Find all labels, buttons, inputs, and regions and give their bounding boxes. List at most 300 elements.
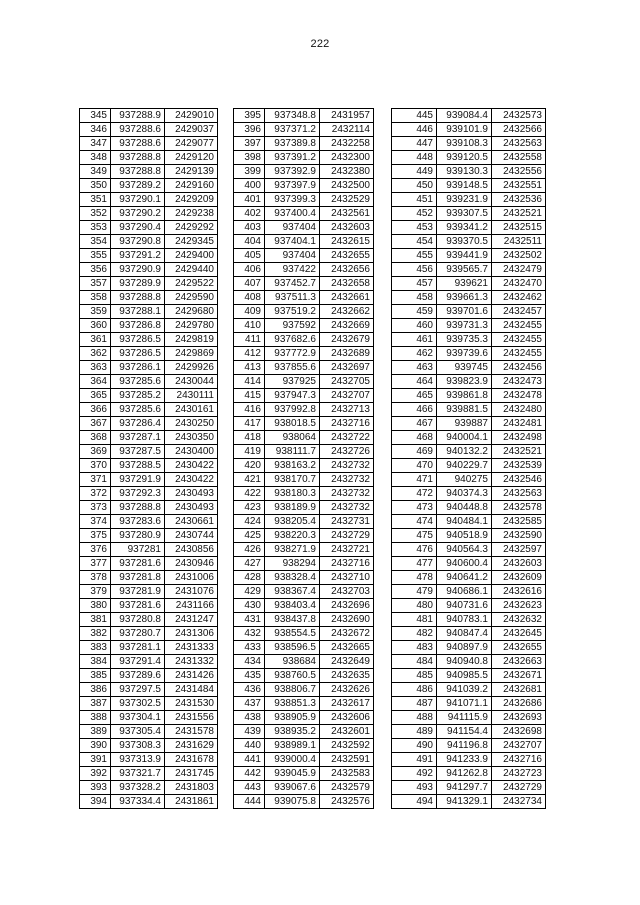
- x-coordinate-cell: 939739.6: [437, 347, 492, 361]
- x-coordinate-cell: 938018.5: [265, 417, 320, 431]
- table-row: [392, 151, 546, 165]
- y-coordinate-cell: 2432579: [320, 781, 374, 795]
- table-row: [392, 263, 546, 277]
- table-row: [80, 263, 218, 277]
- point-number-cell: 479: [392, 585, 437, 599]
- table-row: [392, 739, 546, 753]
- x-coordinate-cell: 937291.9: [111, 473, 165, 487]
- y-coordinate-cell: 2432457: [492, 305, 546, 319]
- point-number-cell: 434: [234, 655, 265, 669]
- table-row: [234, 473, 374, 487]
- x-coordinate-cell: 939075.8: [265, 795, 320, 809]
- table-row: [392, 515, 546, 529]
- x-coordinate-cell: 940448.8: [437, 501, 492, 515]
- table-row: [392, 543, 546, 557]
- point-number-cell: 482: [392, 627, 437, 641]
- x-coordinate-cell: 937392.9: [265, 165, 320, 179]
- x-coordinate-cell: 938437.8: [265, 613, 320, 627]
- table-row: [234, 417, 374, 431]
- table-row: [392, 585, 546, 599]
- y-coordinate-cell: 2429209: [165, 193, 218, 207]
- point-number-cell: 454: [392, 235, 437, 249]
- x-coordinate-cell: 940897.9: [437, 641, 492, 655]
- x-coordinate-cell: 941262.8: [437, 767, 492, 781]
- table-row: [80, 487, 218, 501]
- point-number-cell: 453: [392, 221, 437, 235]
- point-number-cell: 378: [80, 571, 111, 585]
- y-coordinate-cell: 2432703: [320, 585, 374, 599]
- x-coordinate-cell: 937285.6: [111, 403, 165, 417]
- point-number-cell: 484: [392, 655, 437, 669]
- y-coordinate-cell: 2429037: [165, 123, 218, 137]
- point-number-cell: 427: [234, 557, 265, 571]
- point-number-cell: 351: [80, 193, 111, 207]
- y-coordinate-cell: 2430161: [165, 403, 218, 417]
- x-coordinate-cell: 938851.3: [265, 697, 320, 711]
- y-coordinate-cell: 2432563: [492, 487, 546, 501]
- y-coordinate-cell: 2432729: [320, 529, 374, 543]
- table-row: [80, 151, 218, 165]
- table-row: [392, 445, 546, 459]
- x-coordinate-cell: 939370.5: [437, 235, 492, 249]
- y-coordinate-cell: 2432603: [492, 557, 546, 571]
- y-coordinate-cell: 2432583: [320, 767, 374, 781]
- y-coordinate-cell: 2432556: [492, 165, 546, 179]
- point-number-cell: 371: [80, 473, 111, 487]
- y-coordinate-cell: 2432462: [492, 291, 546, 305]
- point-number-cell: 492: [392, 767, 437, 781]
- x-coordinate-cell: 937519.2: [265, 305, 320, 319]
- y-coordinate-cell: 2432592: [320, 739, 374, 753]
- x-coordinate-cell: 940985.5: [437, 669, 492, 683]
- table-row: [80, 347, 218, 361]
- y-coordinate-cell: 2432686: [492, 697, 546, 711]
- point-number-cell: 400: [234, 179, 265, 193]
- y-coordinate-cell: 2429077: [165, 137, 218, 151]
- point-number-cell: 380: [80, 599, 111, 613]
- y-coordinate-cell: 2432470: [492, 277, 546, 291]
- table-row: [392, 711, 546, 725]
- table-row: [80, 725, 218, 739]
- y-coordinate-cell: 2432300: [320, 151, 374, 165]
- y-coordinate-cell: 2432590: [492, 529, 546, 543]
- y-coordinate-cell: 2432697: [320, 361, 374, 375]
- point-number-cell: 428: [234, 571, 265, 585]
- point-number-cell: 430: [234, 599, 265, 613]
- y-coordinate-cell: 2430493: [165, 487, 218, 501]
- table-row: [80, 599, 218, 613]
- table-row: [80, 291, 218, 305]
- y-coordinate-cell: 2432616: [492, 585, 546, 599]
- y-coordinate-cell: 2432716: [320, 417, 374, 431]
- table-row: [392, 375, 546, 389]
- point-number-cell: 353: [80, 221, 111, 235]
- x-coordinate-cell: 939441.9: [437, 249, 492, 263]
- x-coordinate-cell: 937281: [111, 543, 165, 557]
- point-number-cell: 481: [392, 613, 437, 627]
- table-row: [234, 599, 374, 613]
- table-row: [80, 613, 218, 627]
- table-row: [80, 571, 218, 585]
- point-number-cell: 444: [234, 795, 265, 809]
- table-row: [234, 151, 374, 165]
- y-coordinate-cell: 2432731: [320, 515, 374, 529]
- table-row: [234, 753, 374, 767]
- point-number-cell: 414: [234, 375, 265, 389]
- x-coordinate-cell: 937281.1: [111, 641, 165, 655]
- table-row: [234, 767, 374, 781]
- point-number-cell: 436: [234, 683, 265, 697]
- point-number-cell: 420: [234, 459, 265, 473]
- x-coordinate-cell: 937334.4: [111, 795, 165, 809]
- x-coordinate-cell: 937682.6: [265, 333, 320, 347]
- y-coordinate-cell: 2432563: [492, 137, 546, 151]
- y-coordinate-cell: 2432578: [492, 501, 546, 515]
- table-row: [234, 263, 374, 277]
- point-number-cell: 347: [80, 137, 111, 151]
- table-row: [234, 291, 374, 305]
- y-coordinate-cell: 2432693: [492, 711, 546, 725]
- x-coordinate-cell: 940731.6: [437, 599, 492, 613]
- y-coordinate-cell: 2432480: [492, 403, 546, 417]
- x-coordinate-cell: 937404.1: [265, 235, 320, 249]
- x-coordinate-cell: 940132.2: [437, 445, 492, 459]
- table-row: [392, 165, 546, 179]
- y-coordinate-cell: 2432713: [320, 403, 374, 417]
- y-coordinate-cell: 2430400: [165, 445, 218, 459]
- y-coordinate-cell: 2432655: [492, 641, 546, 655]
- point-number-cell: 474: [392, 515, 437, 529]
- table-row: [80, 641, 218, 655]
- point-number-cell: 398: [234, 151, 265, 165]
- point-number-cell: 456: [392, 263, 437, 277]
- point-number-cell: 395: [234, 109, 265, 123]
- x-coordinate-cell: 939661.3: [437, 291, 492, 305]
- point-number-cell: 433: [234, 641, 265, 655]
- x-coordinate-cell: 939745: [437, 361, 492, 375]
- x-coordinate-cell: 937290.9: [111, 263, 165, 277]
- x-coordinate-cell: 940686.1: [437, 585, 492, 599]
- y-coordinate-cell: 2431076: [165, 585, 218, 599]
- table-row: [234, 515, 374, 529]
- y-coordinate-cell: 2432455: [492, 333, 546, 347]
- point-number-cell: 465: [392, 389, 437, 403]
- y-coordinate-cell: 2432734: [492, 795, 546, 809]
- x-coordinate-cell: 939887: [437, 417, 492, 431]
- point-number-cell: 415: [234, 389, 265, 403]
- x-coordinate-cell: 939701.6: [437, 305, 492, 319]
- y-coordinate-cell: 2432502: [492, 249, 546, 263]
- point-number-cell: 459: [392, 305, 437, 319]
- table-row: [392, 529, 546, 543]
- table-row: [392, 137, 546, 151]
- x-coordinate-cell: 937288.8: [111, 165, 165, 179]
- x-coordinate-cell: 937286.5: [111, 333, 165, 347]
- y-coordinate-cell: 2432380: [320, 165, 374, 179]
- point-number-cell: 455: [392, 249, 437, 263]
- y-coordinate-cell: 2431861: [165, 795, 218, 809]
- x-coordinate-cell: 941196.8: [437, 739, 492, 753]
- point-number-cell: 355: [80, 249, 111, 263]
- y-coordinate-cell: 2429010: [165, 109, 218, 123]
- y-coordinate-cell: 2430744: [165, 529, 218, 543]
- table-row: [234, 347, 374, 361]
- y-coordinate-cell: 2429238: [165, 207, 218, 221]
- x-coordinate-cell: 937297.5: [111, 683, 165, 697]
- table-row: [80, 389, 218, 403]
- table-row: [234, 487, 374, 501]
- y-coordinate-cell: 2432681: [492, 683, 546, 697]
- x-coordinate-cell: 938189.9: [265, 501, 320, 515]
- y-coordinate-cell: 2432456: [492, 361, 546, 375]
- page-number: 222: [310, 38, 330, 50]
- point-number-cell: 466: [392, 403, 437, 417]
- point-number-cell: 439: [234, 725, 265, 739]
- point-number-cell: 359: [80, 305, 111, 319]
- table-row: [234, 711, 374, 725]
- point-number-cell: 441: [234, 753, 265, 767]
- y-coordinate-cell: 2429780: [165, 319, 218, 333]
- table-row: [392, 473, 546, 487]
- y-coordinate-cell: 2432591: [320, 753, 374, 767]
- point-number-cell: 442: [234, 767, 265, 781]
- point-number-cell: 350: [80, 179, 111, 193]
- x-coordinate-cell: 941115.9: [437, 711, 492, 725]
- x-coordinate-cell: 939148.5: [437, 179, 492, 193]
- point-number-cell: 356: [80, 263, 111, 277]
- point-number-cell: 393: [80, 781, 111, 795]
- y-coordinate-cell: 2431678: [165, 753, 218, 767]
- point-number-cell: 461: [392, 333, 437, 347]
- table-row: [80, 417, 218, 431]
- point-number-cell: 478: [392, 571, 437, 585]
- point-number-cell: 469: [392, 445, 437, 459]
- x-coordinate-cell: 937855.6: [265, 361, 320, 375]
- y-coordinate-cell: 2432721: [320, 543, 374, 557]
- point-number-cell: 435: [234, 669, 265, 683]
- x-coordinate-cell: 939731.3: [437, 319, 492, 333]
- table-row: [80, 333, 218, 347]
- y-coordinate-cell: 2430493: [165, 501, 218, 515]
- x-coordinate-cell: 937304.1: [111, 711, 165, 725]
- y-coordinate-cell: 2431803: [165, 781, 218, 795]
- point-number-cell: 432: [234, 627, 265, 641]
- table-row: [80, 655, 218, 669]
- x-coordinate-cell: 937288.8: [111, 151, 165, 165]
- table-row: [392, 291, 546, 305]
- x-coordinate-cell: 939108.3: [437, 137, 492, 151]
- point-number-cell: 397: [234, 137, 265, 151]
- x-coordinate-cell: 937992.8: [265, 403, 320, 417]
- x-coordinate-cell: 937286.5: [111, 347, 165, 361]
- y-coordinate-cell: 2432521: [492, 445, 546, 459]
- point-number-cell: 445: [392, 109, 437, 123]
- y-coordinate-cell: 2432473: [492, 375, 546, 389]
- table-row: [234, 725, 374, 739]
- y-coordinate-cell: 2432696: [320, 599, 374, 613]
- table-row: [392, 249, 546, 263]
- point-number-cell: 426: [234, 543, 265, 557]
- y-coordinate-cell: 2432729: [492, 781, 546, 795]
- y-coordinate-cell: 2431745: [165, 767, 218, 781]
- y-coordinate-cell: 2432649: [320, 655, 374, 669]
- point-number-cell: 471: [392, 473, 437, 487]
- point-number-cell: 369: [80, 445, 111, 459]
- y-coordinate-cell: 2432732: [320, 487, 374, 501]
- point-number-cell: 418: [234, 431, 265, 445]
- y-coordinate-cell: 2432573: [492, 109, 546, 123]
- x-coordinate-cell: 939000.4: [265, 753, 320, 767]
- x-coordinate-cell: 937281.8: [111, 571, 165, 585]
- point-number-cell: 480: [392, 599, 437, 613]
- x-coordinate-cell: 937328.2: [111, 781, 165, 795]
- point-number-cell: 475: [392, 529, 437, 543]
- point-number-cell: 346: [80, 123, 111, 137]
- table-row: [80, 375, 218, 389]
- point-number-cell: 402: [234, 207, 265, 221]
- y-coordinate-cell: 2432663: [492, 655, 546, 669]
- point-number-cell: 392: [80, 767, 111, 781]
- table-row: [234, 459, 374, 473]
- point-number-cell: 429: [234, 585, 265, 599]
- point-number-cell: 366: [80, 403, 111, 417]
- point-number-cell: 476: [392, 543, 437, 557]
- x-coordinate-cell: 938328.4: [265, 571, 320, 585]
- x-coordinate-cell: 938111.7: [265, 445, 320, 459]
- x-coordinate-cell: 937285.6: [111, 375, 165, 389]
- y-coordinate-cell: 2429292: [165, 221, 218, 235]
- table-row: [392, 319, 546, 333]
- y-coordinate-cell: 2431484: [165, 683, 218, 697]
- y-coordinate-cell: 2432716: [320, 557, 374, 571]
- x-coordinate-cell: 937283.6: [111, 515, 165, 529]
- x-coordinate-cell: 937302.5: [111, 697, 165, 711]
- table-row: [80, 515, 218, 529]
- point-number-cell: 388: [80, 711, 111, 725]
- table-row: [80, 627, 218, 641]
- point-number-cell: 389: [80, 725, 111, 739]
- x-coordinate-cell: 940600.4: [437, 557, 492, 571]
- point-number-cell: 472: [392, 487, 437, 501]
- point-number-cell: 483: [392, 641, 437, 655]
- y-coordinate-cell: 2432626: [320, 683, 374, 697]
- table-row: [392, 109, 546, 123]
- point-number-cell: 386: [80, 683, 111, 697]
- y-coordinate-cell: 2432481: [492, 417, 546, 431]
- point-number-cell: 345: [80, 109, 111, 123]
- y-coordinate-cell: 2432669: [320, 319, 374, 333]
- y-coordinate-cell: 2432515: [492, 221, 546, 235]
- table-row: [234, 277, 374, 291]
- point-number-cell: 450: [392, 179, 437, 193]
- y-coordinate-cell: 2432609: [492, 571, 546, 585]
- x-coordinate-cell: 937288.6: [111, 137, 165, 151]
- y-coordinate-cell: 2432521: [492, 207, 546, 221]
- table-row: [392, 795, 546, 809]
- table-row: [392, 389, 546, 403]
- point-number-cell: 391: [80, 753, 111, 767]
- point-number-cell: 406: [234, 263, 265, 277]
- table-row: [234, 249, 374, 263]
- x-coordinate-cell: 940847.4: [437, 627, 492, 641]
- table-row: [392, 627, 546, 641]
- y-coordinate-cell: 2432498: [492, 431, 546, 445]
- x-coordinate-cell: 938596.5: [265, 641, 320, 655]
- point-number-cell: 487: [392, 697, 437, 711]
- x-coordinate-cell: 937947.3: [265, 389, 320, 403]
- y-coordinate-cell: 2432558: [492, 151, 546, 165]
- point-number-cell: 440: [234, 739, 265, 753]
- x-coordinate-cell: 937422: [265, 263, 320, 277]
- y-coordinate-cell: 2432690: [320, 613, 374, 627]
- x-coordinate-cell: 937286.1: [111, 361, 165, 375]
- table-row: [234, 403, 374, 417]
- y-coordinate-cell: 2432500: [320, 179, 374, 193]
- point-number-cell: 390: [80, 739, 111, 753]
- point-number-cell: 419: [234, 445, 265, 459]
- y-coordinate-cell: 2430250: [165, 417, 218, 431]
- table-row: [392, 179, 546, 193]
- point-number-cell: 448: [392, 151, 437, 165]
- point-number-cell: 377: [80, 557, 111, 571]
- x-coordinate-cell: 937285.2: [111, 389, 165, 403]
- y-coordinate-cell: 2430111: [165, 389, 218, 403]
- y-coordinate-cell: 2432707: [320, 389, 374, 403]
- x-coordinate-cell: 937280.9: [111, 529, 165, 543]
- y-coordinate-cell: 2431306: [165, 627, 218, 641]
- y-coordinate-cell: 2431247: [165, 613, 218, 627]
- point-number-cell: 457: [392, 277, 437, 291]
- point-number-cell: 438: [234, 711, 265, 725]
- point-number-cell: 379: [80, 585, 111, 599]
- table-row: [80, 221, 218, 235]
- table-row: [392, 697, 546, 711]
- table-row: [392, 207, 546, 221]
- x-coordinate-cell: 937391.2: [265, 151, 320, 165]
- x-coordinate-cell: 938220.3: [265, 529, 320, 543]
- point-number-cell: 446: [392, 123, 437, 137]
- point-number-cell: 458: [392, 291, 437, 305]
- x-coordinate-cell: 937281.9: [111, 585, 165, 599]
- table-row: [234, 501, 374, 515]
- x-coordinate-cell: 938554.5: [265, 627, 320, 641]
- table-row: [392, 221, 546, 235]
- y-coordinate-cell: 2432716: [492, 753, 546, 767]
- y-coordinate-cell: 2431578: [165, 725, 218, 739]
- point-number-cell: 416: [234, 403, 265, 417]
- point-number-cell: 443: [234, 781, 265, 795]
- table-row: [392, 613, 546, 627]
- point-number-cell: 477: [392, 557, 437, 571]
- point-number-cell: 375: [80, 529, 111, 543]
- y-coordinate-cell: 2432529: [320, 193, 374, 207]
- x-coordinate-cell: 939120.5: [437, 151, 492, 165]
- x-coordinate-cell: 939084.4: [437, 109, 492, 123]
- table-row: [234, 557, 374, 571]
- table-row: [392, 333, 546, 347]
- y-coordinate-cell: 2432478: [492, 389, 546, 403]
- y-coordinate-cell: 2429819: [165, 333, 218, 347]
- y-coordinate-cell: 2432732: [320, 501, 374, 515]
- point-number-cell: 368: [80, 431, 111, 445]
- x-coordinate-cell: 940374.3: [437, 487, 492, 501]
- table-row: [80, 753, 218, 767]
- point-number-cell: 468: [392, 431, 437, 445]
- y-coordinate-cell: 2432732: [320, 459, 374, 473]
- x-coordinate-cell: 939823.9: [437, 375, 492, 389]
- point-number-cell: 447: [392, 137, 437, 151]
- y-coordinate-cell: 2429345: [165, 235, 218, 249]
